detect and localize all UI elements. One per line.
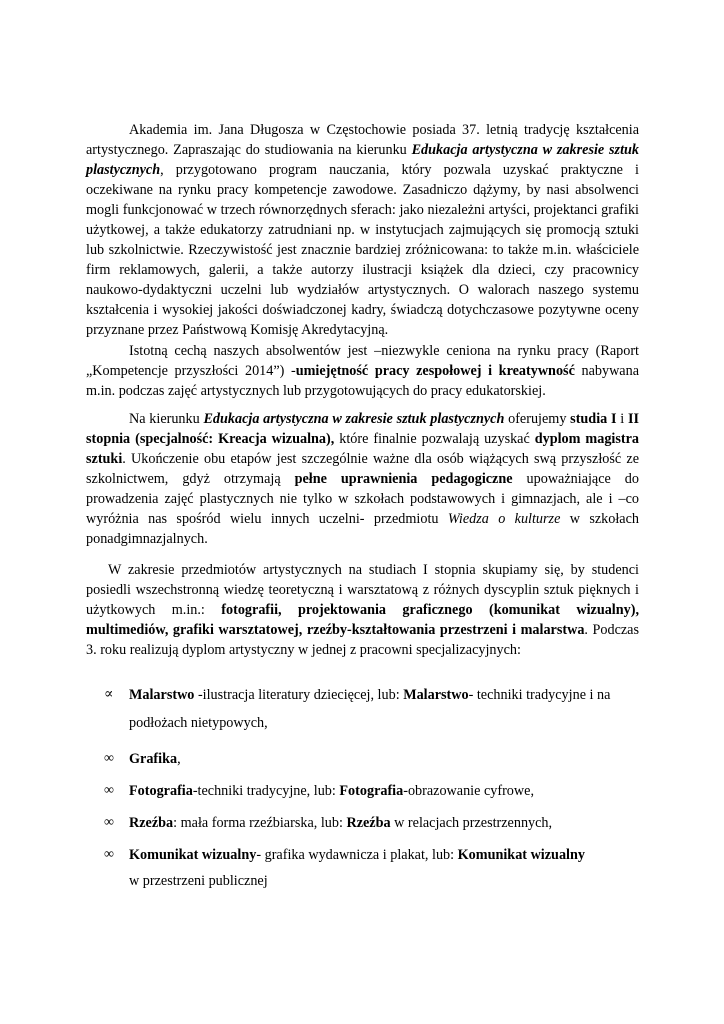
item-title: Grafika (129, 751, 178, 767)
bullet-icon: ∝ (104, 687, 114, 702)
list-item (104, 685, 639, 733)
list-item (104, 845, 639, 891)
item-text: -techniki tradycyjne, lub: (192, 783, 340, 799)
bullet-icon: ∞ (104, 751, 114, 766)
bullet-icon: ∞ (104, 815, 114, 830)
subjects-text-1: W zakresie przedmiotów artystycznych na studiach I stopnia skupiamy się, by studenci posiedli wszechstronną wiedzę teoretyczną i warsztatową z różnych dyscyplin sztuk pięknych i użytkowych m.in.: (86, 562, 639, 618)
item-text: w przestrzeni publicznej (129, 873, 268, 889)
graduates-text-2: nabywana m.in. podczas zajęć artystycznych lub przygotowujących do pracy edukatorskiej. (86, 363, 639, 399)
intro-text-1: Akademia im. Jana Długosza w Częstochowie posiada 37. letnią tradycję kształcenia artystycznego. Zapraszając do studiowania na kierunku (86, 122, 639, 158)
item-text: : mała forma rzeźbiarska, lub: (173, 815, 347, 831)
bullet-icon: ∞ (104, 847, 114, 862)
studies-text-7: w szkołach ponadgimnazjalnych. (86, 511, 639, 547)
specializations-list (104, 685, 639, 891)
bullet-icon: ∞ (104, 783, 114, 798)
subjects-text-2: . Podczas 3. roku realizują dyplom artystyczny w jednej z pracowni specjalizacyjnych: (86, 622, 639, 658)
intro-text-2: , przygotowano program nauczania, który pozwala uzyskać praktyczne i oczekiwane na rynku pracy kompetencje zawodowe. Zasadniczo dążymy, by nasi absolwenci mogli funkcjonować w trzech równorzędnych sferach: jako niezależni artyści, projektanci grafiki użytkowej, a także edukatorzy zatrudniani np. w instytucjach zajmujących się promocją sztuki lub szkolnictwie. Rzeczywistość jest znacznie bardziej zróżnicowana: to także m.in. właściciele firm reklamowych, galerii, a także autorzy ilustracji książek dla dzieci, czy pracownicy naukowo-dydaktyczni uczelni lub wydziałów artystycznych. O walorach naszego systemu kształcenia i wysokiej jakości doświadczonej kadry, świadczą dotychczasowe pozytywne oceny przyznane przez Państwową Komisję Akredytacyjną. (86, 162, 639, 338)
paragraph-intro (86, 120, 639, 340)
list-item (104, 781, 639, 801)
item-title: Malarstwo (403, 687, 469, 703)
list-spacer (104, 833, 639, 845)
subjects-list: fotografii, projektowania graficznego (komunikat wizualny), multimediów, grafiki warsztatowej, rzeźby-kształtowania przestrzeni i malarstwa (86, 602, 640, 638)
item-text: w relacjach przestrzennych, (390, 815, 553, 831)
culture-subject: Wiedza o kulturze (447, 511, 561, 527)
master-diploma: dyplom magistra sztuki (86, 431, 639, 467)
item-title: Fotografia (129, 783, 193, 799)
program-name: Edukacja artystyczna w zakresie sztuk plastycznych (86, 142, 639, 178)
list-spacer (104, 769, 639, 781)
paragraph-subjects (86, 560, 639, 660)
studies-text-2: oferujemy (504, 411, 571, 427)
studies-text-3: i (616, 411, 628, 427)
list-item (104, 813, 639, 833)
studies-level-2: II stopnia (specjalność: Kreacja wizualna), (86, 411, 639, 447)
item-text: - grafika wydawnicza i plakat, lub: (256, 847, 458, 863)
list-item (104, 749, 639, 769)
program-name-2: Edukacja artystyczna w zakresie sztuk plastycznych (203, 411, 505, 427)
item-text: , (177, 751, 181, 767)
item-text: - techniki tradycyjne i na (468, 687, 611, 703)
studies-text-4: które finalnie pozwalają uzyskać (334, 431, 535, 447)
paragraph-graduates (86, 341, 639, 401)
studies-text-5: . Ukończenie obu etapów jest szczególnie ważne dla osób wiążących swą przyszłość ze szkolnictwem, gdyż otrzymają (86, 451, 639, 487)
item-title: Rzeźba (346, 815, 391, 831)
list-spacer (104, 801, 639, 813)
item-title: Fotografia (339, 783, 404, 799)
pedagogical-rights: pełne uprawnienia pedagogiczne (294, 471, 513, 487)
studies-text-6: upoważniające do prowadzenia zajęć plastycznych nie tylko w szkołach podstawowych i gimnazjach, ale i –co wyróżnia nas spośród wielu innych uczelni- przedmiotu (86, 471, 639, 527)
list-spacer (104, 737, 639, 749)
graduates-text-1: Istotną cechą naszych absolwentów jest –niezwykle ceniona na rynku pracy (Raport „Kompetencje przyszłości 2014”) - (86, 343, 639, 379)
studies-text-1: Na kierunku (129, 411, 204, 427)
item-title: Komunikat wizualny (129, 847, 257, 863)
item-title: Rzeźba (129, 815, 174, 831)
teamwork-skill: umiejętność pracy zespołowej i kreatywność (295, 363, 575, 379)
item-title: Malarstwo (129, 687, 195, 703)
studies-level-1: studia I (570, 411, 617, 427)
item-text: -ilustracja literatury dziecięcej, lub: (194, 687, 404, 703)
paragraph-studies (86, 409, 639, 549)
item-title: Komunikat wizualny (457, 847, 585, 863)
item-text: podłożach nietypowych, (129, 715, 268, 731)
item-text: -obrazowanie cyfrowe, (403, 783, 534, 799)
